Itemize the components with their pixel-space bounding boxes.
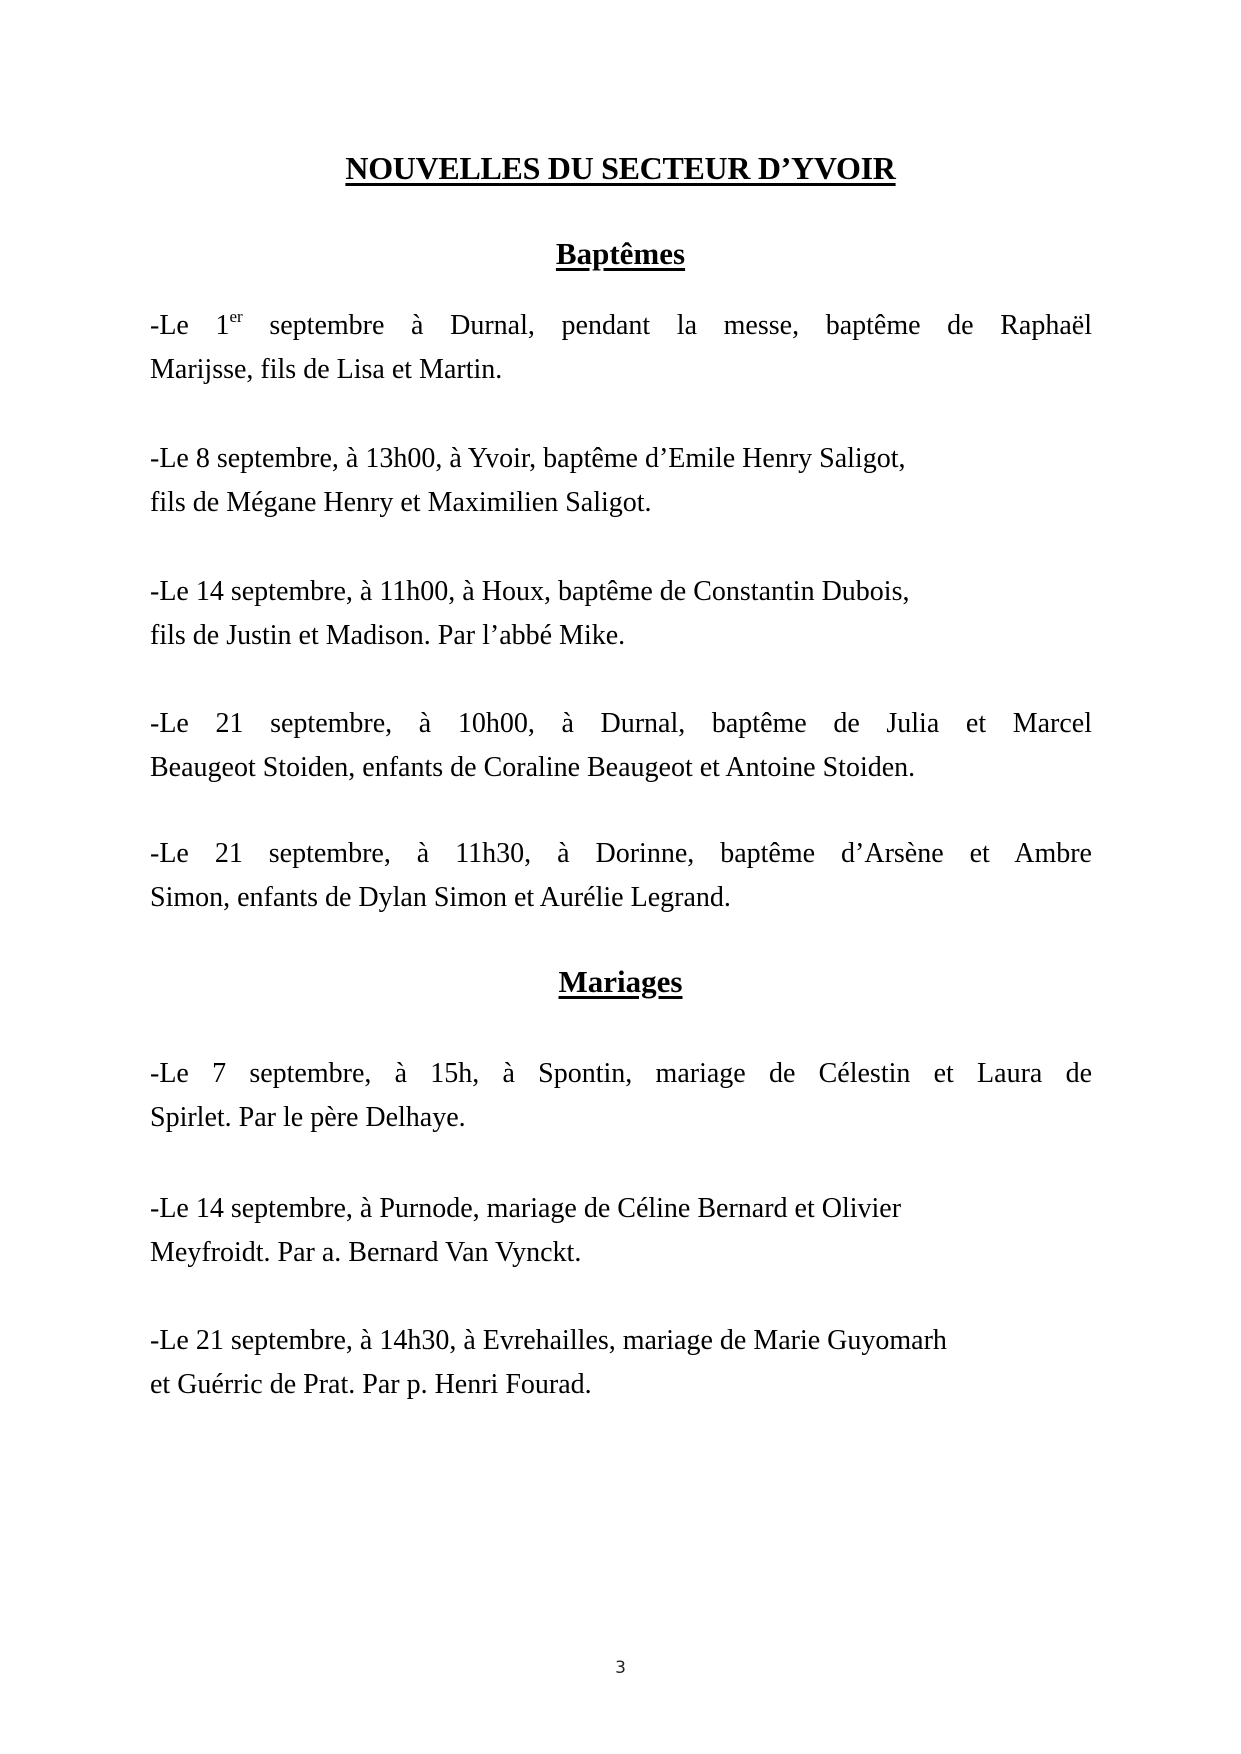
entry-text: -Le 1 [150, 310, 230, 341]
bapteme-entry [150, 304, 1092, 392]
entry-line: -Le 21 septembre, à 10h00, à Durnal, baptême de Julia et Marcel [150, 708, 1092, 739]
entry-line: Meyfroidt. Par a. Bernard Van Vynckt. [150, 1237, 582, 1268]
entry-line: -Le 21 septembre, à 14h30, à Evrehailles, mariage de Marie Guyomarh [150, 1325, 947, 1356]
section-heading-text: Mariages [558, 964, 683, 999]
entry-line: -Le 7 septembre, à 15h, à Spontin, mariage de Célestin et Laura de [150, 1058, 1092, 1089]
entry-line: Spirlet. Par le père Delhaye. [150, 1102, 466, 1133]
page-title-text: NOUVELLES DU SECTEUR D’YVOIR [345, 150, 896, 186]
entry-line: -Le 14 septembre, à 11h00, à Houx, baptême de Constantin Dubois, [150, 576, 910, 607]
entry-line: -Le 21 septembre, à 11h30, à Dorinne, baptême d’Arsène et Ambre [150, 838, 1092, 869]
bapteme-entry [150, 570, 1092, 658]
entry-line: fils de Justin et Madison. Par l’abbé Mike. [150, 620, 626, 651]
entry-line: Marijsse, fils de Lisa et Martin. [150, 354, 503, 385]
section-heading-baptemes [0, 232, 1241, 276]
bapteme-entry [150, 832, 1092, 920]
page-title [0, 146, 1241, 190]
entry-line: Beaugeot Stoiden, enfants de Coraline Beaugeot et Antoine Stoiden. [150, 752, 916, 783]
mariage-entry [150, 1187, 1092, 1275]
section-heading-mariages [0, 960, 1241, 1004]
entry-line [150, 304, 1092, 348]
section-heading-text: Baptêmes [555, 236, 686, 271]
mariage-entry [150, 1319, 1092, 1407]
entry-line: et Guérric de Prat. Par p. Henri Fourad. [150, 1369, 592, 1400]
page-number: 3 [615, 1658, 626, 1678]
ordinal-superscript: er [229, 307, 243, 326]
entry-line: Simon, enfants de Dylan Simon et Aurélie Legrand. [150, 882, 731, 913]
bapteme-entry [150, 437, 1092, 525]
mariage-entry [150, 1052, 1092, 1140]
entry-line: fils de Mégane Henry et Maximilien Saligot. [150, 487, 652, 518]
entry-line: -Le 14 septembre, à Purnode, mariage de Céline Bernard et Olivier [150, 1193, 902, 1224]
bapteme-entry [150, 702, 1092, 790]
entry-text: septembre à Durnal, pendant la messe, baptême de Raphaël [242, 310, 1092, 341]
entry-line: -Le 8 septembre, à 13h00, à Yvoir, baptême d’Emile Henry Saligot, [150, 443, 906, 474]
